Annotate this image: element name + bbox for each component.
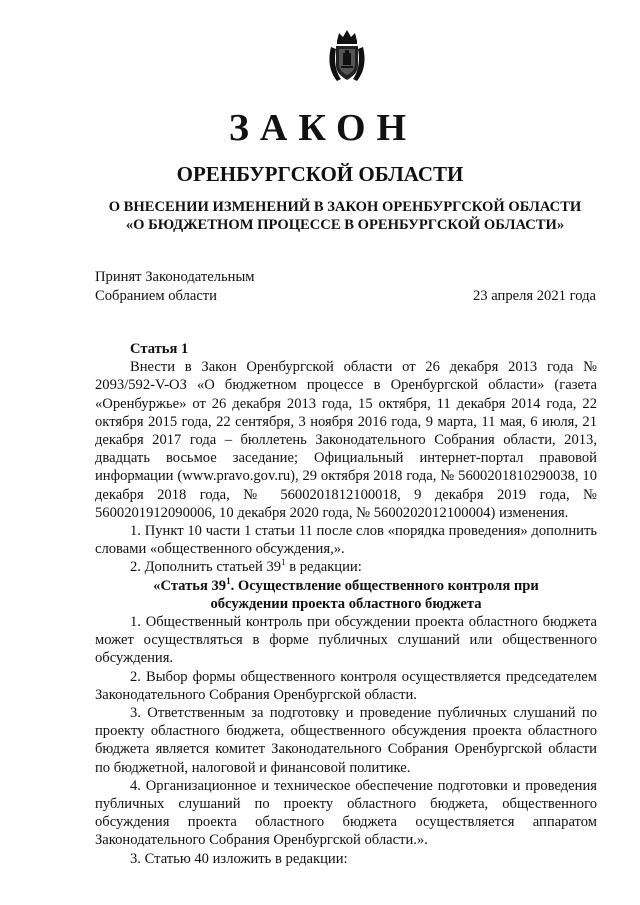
new-article-para-1: 1. Общественный контроль при обсуждении проекта областного бюджета может осуществляться в форме публичных слушаний или общественного обсуждения. xyxy=(95,614,597,667)
new-article-title-line-2: обсуждении проекта областного бюджета xyxy=(210,595,482,612)
new-article-title-1: . Осуществление общественного контроля при xyxy=(230,577,539,594)
new-article-para-4: 4. Организационное и техническое обеспечение подготовки и проведения публичных слушаний по проекту областного бюджета, общественного обсуждения проекта областного бюджета осуществляется аппаратом Законодательного Собрания Оренбургской области.». xyxy=(95,777,597,849)
new-article-sup: 1 xyxy=(226,575,231,586)
adoption-authority xyxy=(95,268,254,305)
law-title: ЗАКОН xyxy=(228,107,418,149)
article-1-item-3: 3. Статью 40 изложить в редакции: xyxy=(130,850,348,867)
new-article-prefix: «Статья 39 xyxy=(153,577,227,594)
new-article-title-line-1 xyxy=(95,577,597,595)
article-1-item-1: 1. Пункт 10 части 1 статьи 11 после слов «порядка проведения» дополнить словами «общественного обсуждения,». xyxy=(95,523,597,558)
region-title: ОРЕНБУРГСКОЙ ОБЛАСТИ xyxy=(176,162,464,186)
item-2-prefix: 2. Дополнить статьей 39 xyxy=(130,559,282,576)
article-1-heading: Статья 1 xyxy=(130,341,189,357)
adoption-line-2: Собранием области xyxy=(95,287,217,304)
article-1-intro: Внести в Закон Оренбургской области от 26 декабря 2013 года № 2093/592-V-ОЗ «О бюджетном процессе в Оренбургской области» (газета «Оренбуржье» от 26 декабря 2013 года, 15 октября, 11 декабря 2014 года, 22 октября 2015 года, 22 сентября, 3 ноября 2016 года, 9 марта, 11 мая, 6 июля, 21 декабря 2017 года – бюллетень Законодательного Собрания области, 2013, двадцать восьмое заседание; Официальный интернет-портал правовой информации (www.pravo.gov.ru), 29 октября 2018 года, № 5600201810290038, 10 декабря 2018 года, № 5600201812100018, 9 декабря 2019 года, № 5600201912090006, 10 декабря 2020 года, № 5600202012100004) изменения. xyxy=(95,359,597,521)
adoption-line-1: Принят Законодательным xyxy=(95,269,255,285)
law-subtitle xyxy=(95,198,595,234)
subtitle-line-1: О ВНЕСЕНИИ ИЗМЕНЕНИЙ В ЗАКОН ОРЕНБУРГСКОЙ ОБЛАСТИ xyxy=(108,199,582,215)
item-2-suffix: в редакции: xyxy=(285,559,362,576)
new-article-para-3: 3. Ответственным за подготовку и проведение публичных слушаний по проекту областного бюджета, общественного обсуждения проекта областного бюджета является комитет Законодательного Собрания Оренбургской области по бюджетной, налоговой и финансовой политике. xyxy=(95,705,597,776)
document-body xyxy=(95,340,597,868)
article-1-item-2 xyxy=(95,558,597,576)
adoption-date: 23 апреля 2021 года xyxy=(473,288,596,304)
new-article-para-2: 2. Выбор формы общественного контроля осуществляется председателем Законодательного Собрания Оренбургской области. xyxy=(95,668,597,703)
oblast-coat-of-arms-icon xyxy=(327,27,367,85)
subtitle-line-2: «О БЮДЖЕТНОМ ПРОЦЕССЕ В ОРЕНБУРГСКОЙ ОБЛАСТИ» xyxy=(125,217,565,233)
item-2-sup: 1 xyxy=(281,557,286,568)
